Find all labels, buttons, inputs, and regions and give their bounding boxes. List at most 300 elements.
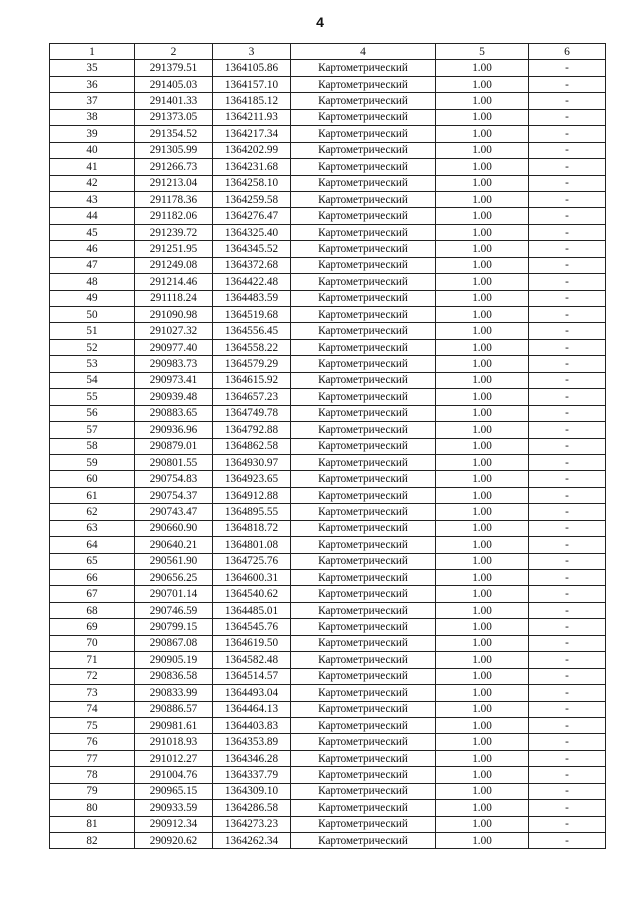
x-coordinate-cell: 290743.47	[135, 504, 213, 520]
accuracy-cell: 1.00	[436, 570, 529, 586]
method-cell: Картометрический	[291, 520, 436, 536]
accuracy-cell: 1.00	[436, 767, 529, 783]
accuracy-cell: 1.00	[436, 290, 529, 306]
y-coordinate-cell: 1364262.34	[213, 833, 291, 849]
x-coordinate-cell: 291266.73	[135, 159, 213, 175]
table-row	[50, 767, 606, 783]
table-row	[50, 668, 606, 684]
method-cell: Картометрический	[291, 504, 436, 520]
accuracy-cell: 1.00	[436, 800, 529, 816]
table-row	[50, 93, 606, 109]
point-number-cell: 37	[50, 93, 135, 109]
description-cell: -	[529, 767, 606, 783]
accuracy-cell: 1.00	[436, 471, 529, 487]
x-coordinate-cell: 290905.19	[135, 652, 213, 668]
point-number-cell: 73	[50, 685, 135, 701]
accuracy-cell: 1.00	[436, 816, 529, 832]
table-row	[50, 339, 606, 355]
table-row	[50, 142, 606, 158]
x-coordinate-cell: 290936.96	[135, 422, 213, 438]
table-row	[50, 323, 606, 339]
description-cell: -	[529, 438, 606, 454]
point-number-cell: 45	[50, 224, 135, 240]
description-cell: -	[529, 339, 606, 355]
point-number-cell: 57	[50, 422, 135, 438]
description-cell: -	[529, 307, 606, 323]
method-cell: Картометрический	[291, 159, 436, 175]
table-row	[50, 159, 606, 175]
x-coordinate-cell: 290977.40	[135, 339, 213, 355]
point-number-cell: 62	[50, 504, 135, 520]
x-coordinate-cell: 291405.03	[135, 76, 213, 92]
point-number-cell: 50	[50, 307, 135, 323]
accuracy-cell: 1.00	[436, 701, 529, 717]
accuracy-cell: 1.00	[436, 339, 529, 355]
table-row	[50, 422, 606, 438]
y-coordinate-cell: 1364818.72	[213, 520, 291, 536]
y-coordinate-cell: 1364556.45	[213, 323, 291, 339]
table-row	[50, 109, 606, 125]
method-cell: Картометрический	[291, 635, 436, 651]
header-cell-5: 5	[436, 44, 529, 60]
point-number-cell: 77	[50, 750, 135, 766]
point-number-cell: 61	[50, 487, 135, 503]
point-number-cell: 54	[50, 372, 135, 388]
point-number-cell: 76	[50, 734, 135, 750]
table-row	[50, 60, 606, 76]
method-cell: Картометрический	[291, 175, 436, 191]
method-cell: Картометрический	[291, 290, 436, 306]
table-row	[50, 454, 606, 470]
y-coordinate-cell: 1364422.48	[213, 274, 291, 290]
table-row	[50, 619, 606, 635]
x-coordinate-cell: 290867.08	[135, 635, 213, 651]
method-cell: Картометрический	[291, 471, 436, 487]
description-cell: -	[529, 734, 606, 750]
description-cell: -	[529, 405, 606, 421]
accuracy-cell: 1.00	[436, 685, 529, 701]
y-coordinate-cell: 1364105.86	[213, 60, 291, 76]
point-number-cell: 58	[50, 438, 135, 454]
coordinates-table	[49, 43, 606, 849]
y-coordinate-cell: 1364600.31	[213, 570, 291, 586]
method-cell: Картометрический	[291, 487, 436, 503]
accuracy-cell: 1.00	[436, 126, 529, 142]
x-coordinate-cell: 290746.59	[135, 602, 213, 618]
method-cell: Картометрический	[291, 800, 436, 816]
accuracy-cell: 1.00	[436, 159, 529, 175]
description-cell: -	[529, 126, 606, 142]
method-cell: Картометрический	[291, 701, 436, 717]
page-number: 4	[316, 14, 324, 30]
description-cell: -	[529, 504, 606, 520]
y-coordinate-cell: 1364372.68	[213, 257, 291, 273]
x-coordinate-cell: 290965.15	[135, 783, 213, 799]
header-cell-1: 1	[50, 44, 135, 60]
table-row	[50, 717, 606, 733]
accuracy-cell: 1.00	[436, 389, 529, 405]
y-coordinate-cell: 1364895.55	[213, 504, 291, 520]
table-row	[50, 553, 606, 569]
table-row	[50, 685, 606, 701]
description-cell: -	[529, 142, 606, 158]
y-coordinate-cell: 1364231.68	[213, 159, 291, 175]
x-coordinate-cell: 291249.08	[135, 257, 213, 273]
accuracy-cell: 1.00	[436, 60, 529, 76]
y-coordinate-cell: 1364493.04	[213, 685, 291, 701]
table-row	[50, 537, 606, 553]
y-coordinate-cell: 1364259.58	[213, 191, 291, 207]
y-coordinate-cell: 1364325.40	[213, 224, 291, 240]
table-row	[50, 307, 606, 323]
x-coordinate-cell: 290561.90	[135, 553, 213, 569]
description-cell: -	[529, 619, 606, 635]
y-coordinate-cell: 1364558.22	[213, 339, 291, 355]
description-cell: -	[529, 389, 606, 405]
table-row	[50, 389, 606, 405]
description-cell: -	[529, 241, 606, 257]
x-coordinate-cell: 290799.15	[135, 619, 213, 635]
description-cell: -	[529, 323, 606, 339]
accuracy-cell: 1.00	[436, 619, 529, 635]
y-coordinate-cell: 1364345.52	[213, 241, 291, 257]
y-coordinate-cell: 1364211.93	[213, 109, 291, 125]
accuracy-cell: 1.00	[436, 208, 529, 224]
point-number-cell: 74	[50, 701, 135, 717]
method-cell: Картометрический	[291, 619, 436, 635]
table-row	[50, 586, 606, 602]
point-number-cell: 70	[50, 635, 135, 651]
method-cell: Картометрический	[291, 339, 436, 355]
table-row	[50, 635, 606, 651]
method-cell: Картометрический	[291, 224, 436, 240]
point-number-cell: 78	[50, 767, 135, 783]
method-cell: Картометрический	[291, 454, 436, 470]
x-coordinate-cell: 290640.21	[135, 537, 213, 553]
accuracy-cell: 1.00	[436, 224, 529, 240]
y-coordinate-cell: 1364276.47	[213, 208, 291, 224]
description-cell: -	[529, 175, 606, 191]
point-number-cell: 80	[50, 800, 135, 816]
accuracy-cell: 1.00	[436, 356, 529, 372]
x-coordinate-cell: 290883.65	[135, 405, 213, 421]
table-row	[50, 652, 606, 668]
method-cell: Картометрический	[291, 76, 436, 92]
accuracy-cell: 1.00	[436, 504, 529, 520]
accuracy-cell: 1.00	[436, 142, 529, 158]
description-cell: -	[529, 652, 606, 668]
description-cell: -	[529, 685, 606, 701]
accuracy-cell: 1.00	[436, 668, 529, 684]
description-cell: -	[529, 454, 606, 470]
accuracy-cell: 1.00	[436, 405, 529, 421]
y-coordinate-cell: 1364286.58	[213, 800, 291, 816]
method-cell: Картометрический	[291, 767, 436, 783]
x-coordinate-cell: 290973.41	[135, 372, 213, 388]
table-row	[50, 356, 606, 372]
x-coordinate-cell: 290801.55	[135, 454, 213, 470]
accuracy-cell: 1.00	[436, 586, 529, 602]
description-cell: -	[529, 800, 606, 816]
y-coordinate-cell: 1364545.76	[213, 619, 291, 635]
point-number-cell: 44	[50, 208, 135, 224]
y-coordinate-cell: 1364185.12	[213, 93, 291, 109]
method-cell: Картометрический	[291, 750, 436, 766]
accuracy-cell: 1.00	[436, 734, 529, 750]
y-coordinate-cell: 1364258.10	[213, 175, 291, 191]
y-coordinate-cell: 1364749.78	[213, 405, 291, 421]
description-cell: -	[529, 783, 606, 799]
y-coordinate-cell: 1364337.79	[213, 767, 291, 783]
description-cell: -	[529, 290, 606, 306]
x-coordinate-cell: 290983.73	[135, 356, 213, 372]
description-cell: -	[529, 570, 606, 586]
point-number-cell: 41	[50, 159, 135, 175]
table-row	[50, 833, 606, 849]
accuracy-cell: 1.00	[436, 635, 529, 651]
header-cell-3: 3	[213, 44, 291, 60]
x-coordinate-cell: 291354.52	[135, 126, 213, 142]
table-row	[50, 750, 606, 766]
point-number-cell: 64	[50, 537, 135, 553]
x-coordinate-cell: 291018.93	[135, 734, 213, 750]
description-cell: -	[529, 750, 606, 766]
y-coordinate-cell: 1364725.76	[213, 553, 291, 569]
table-row	[50, 816, 606, 832]
table-row	[50, 734, 606, 750]
description-cell: -	[529, 191, 606, 207]
accuracy-cell: 1.00	[436, 109, 529, 125]
table-body	[50, 60, 606, 849]
table-row	[50, 257, 606, 273]
description-cell: -	[529, 586, 606, 602]
point-number-cell: 49	[50, 290, 135, 306]
method-cell: Картометрический	[291, 668, 436, 684]
x-coordinate-cell: 290912.34	[135, 816, 213, 832]
method-cell: Картометрический	[291, 734, 436, 750]
table-row	[50, 520, 606, 536]
description-cell: -	[529, 208, 606, 224]
point-number-cell: 52	[50, 339, 135, 355]
method-cell: Картометрический	[291, 438, 436, 454]
x-coordinate-cell: 290754.37	[135, 487, 213, 503]
accuracy-cell: 1.00	[436, 372, 529, 388]
method-cell: Картометрический	[291, 586, 436, 602]
y-coordinate-cell: 1364540.62	[213, 586, 291, 602]
accuracy-cell: 1.00	[436, 553, 529, 569]
description-cell: -	[529, 833, 606, 849]
table-row	[50, 372, 606, 388]
description-cell: -	[529, 701, 606, 717]
table-row	[50, 471, 606, 487]
x-coordinate-cell: 291214.46	[135, 274, 213, 290]
point-number-cell: 60	[50, 471, 135, 487]
description-cell: -	[529, 553, 606, 569]
description-cell: -	[529, 520, 606, 536]
point-number-cell: 63	[50, 520, 135, 536]
point-number-cell: 53	[50, 356, 135, 372]
x-coordinate-cell: 291090.98	[135, 307, 213, 323]
point-number-cell: 71	[50, 652, 135, 668]
description-cell: -	[529, 274, 606, 290]
method-cell: Картометрический	[291, 389, 436, 405]
accuracy-cell: 1.00	[436, 454, 529, 470]
method-cell: Картометрический	[291, 191, 436, 207]
x-coordinate-cell: 290836.58	[135, 668, 213, 684]
x-coordinate-cell: 291118.24	[135, 290, 213, 306]
method-cell: Картометрический	[291, 422, 436, 438]
y-coordinate-cell: 1364619.50	[213, 635, 291, 651]
point-number-cell: 39	[50, 126, 135, 142]
x-coordinate-cell: 290920.62	[135, 833, 213, 849]
point-number-cell: 47	[50, 257, 135, 273]
description-cell: -	[529, 471, 606, 487]
table-row	[50, 175, 606, 191]
table-row	[50, 76, 606, 92]
accuracy-cell: 1.00	[436, 191, 529, 207]
y-coordinate-cell: 1364930.97	[213, 454, 291, 470]
x-coordinate-cell: 291012.27	[135, 750, 213, 766]
accuracy-cell: 1.00	[436, 520, 529, 536]
accuracy-cell: 1.00	[436, 833, 529, 849]
table-row	[50, 274, 606, 290]
point-number-cell: 81	[50, 816, 135, 832]
method-cell: Картометрический	[291, 241, 436, 257]
description-cell: -	[529, 602, 606, 618]
y-coordinate-cell: 1364217.34	[213, 126, 291, 142]
method-cell: Картометрический	[291, 816, 436, 832]
accuracy-cell: 1.00	[436, 93, 529, 109]
accuracy-cell: 1.00	[436, 175, 529, 191]
accuracy-cell: 1.00	[436, 438, 529, 454]
description-cell: -	[529, 159, 606, 175]
description-cell: -	[529, 717, 606, 733]
header-cell-6: 6	[529, 44, 606, 60]
y-coordinate-cell: 1364353.89	[213, 734, 291, 750]
description-cell: -	[529, 372, 606, 388]
y-coordinate-cell: 1364157.10	[213, 76, 291, 92]
x-coordinate-cell: 291004.76	[135, 767, 213, 783]
y-coordinate-cell: 1364579.29	[213, 356, 291, 372]
method-cell: Картометрический	[291, 257, 436, 273]
x-coordinate-cell: 290939.48	[135, 389, 213, 405]
point-number-cell: 36	[50, 76, 135, 92]
method-cell: Картометрический	[291, 570, 436, 586]
header-cell-2: 2	[135, 44, 213, 60]
table-row	[50, 602, 606, 618]
x-coordinate-cell: 290981.61	[135, 717, 213, 733]
point-number-cell: 66	[50, 570, 135, 586]
table-row	[50, 224, 606, 240]
x-coordinate-cell: 290879.01	[135, 438, 213, 454]
y-coordinate-cell: 1364464.13	[213, 701, 291, 717]
method-cell: Картометрический	[291, 356, 436, 372]
method-cell: Картометрический	[291, 717, 436, 733]
method-cell: Картометрический	[291, 553, 436, 569]
description-cell: -	[529, 76, 606, 92]
x-coordinate-cell: 291379.51	[135, 60, 213, 76]
description-cell: -	[529, 93, 606, 109]
point-number-cell: 46	[50, 241, 135, 257]
accuracy-cell: 1.00	[436, 602, 529, 618]
x-coordinate-cell: 291305.99	[135, 142, 213, 158]
accuracy-cell: 1.00	[436, 652, 529, 668]
point-number-cell: 48	[50, 274, 135, 290]
method-cell: Картометрический	[291, 323, 436, 339]
table-row	[50, 241, 606, 257]
table-header	[50, 44, 606, 60]
y-coordinate-cell: 1364519.68	[213, 307, 291, 323]
point-number-cell: 67	[50, 586, 135, 602]
accuracy-cell: 1.00	[436, 783, 529, 799]
x-coordinate-cell: 290754.83	[135, 471, 213, 487]
table-row	[50, 800, 606, 816]
accuracy-cell: 1.00	[436, 323, 529, 339]
table-row	[50, 783, 606, 799]
description-cell: -	[529, 60, 606, 76]
x-coordinate-cell: 290833.99	[135, 685, 213, 701]
point-number-cell: 35	[50, 60, 135, 76]
method-cell: Картометрический	[291, 372, 436, 388]
description-cell: -	[529, 816, 606, 832]
method-cell: Картометрический	[291, 142, 436, 158]
point-number-cell: 56	[50, 405, 135, 421]
y-coordinate-cell: 1364792.88	[213, 422, 291, 438]
y-coordinate-cell: 1364923.65	[213, 471, 291, 487]
table-row	[50, 438, 606, 454]
accuracy-cell: 1.00	[436, 487, 529, 503]
x-coordinate-cell: 291401.33	[135, 93, 213, 109]
method-cell: Картометрический	[291, 307, 436, 323]
table-row	[50, 487, 606, 503]
table-row	[50, 570, 606, 586]
table-row	[50, 405, 606, 421]
point-number-cell: 59	[50, 454, 135, 470]
point-number-cell: 72	[50, 668, 135, 684]
method-cell: Картометрический	[291, 274, 436, 290]
y-coordinate-cell: 1364912.88	[213, 487, 291, 503]
table-row	[50, 701, 606, 717]
method-cell: Картометрический	[291, 109, 436, 125]
x-coordinate-cell: 290656.25	[135, 570, 213, 586]
accuracy-cell: 1.00	[436, 717, 529, 733]
x-coordinate-cell: 291178.36	[135, 191, 213, 207]
x-coordinate-cell: 291182.06	[135, 208, 213, 224]
description-cell: -	[529, 635, 606, 651]
accuracy-cell: 1.00	[436, 750, 529, 766]
header-row	[50, 44, 606, 60]
x-coordinate-cell: 290933.59	[135, 800, 213, 816]
method-cell: Картометрический	[291, 833, 436, 849]
x-coordinate-cell: 290660.90	[135, 520, 213, 536]
accuracy-cell: 1.00	[436, 241, 529, 257]
point-number-cell: 42	[50, 175, 135, 191]
table-row	[50, 208, 606, 224]
y-coordinate-cell: 1364202.99	[213, 142, 291, 158]
method-cell: Картометрический	[291, 60, 436, 76]
accuracy-cell: 1.00	[436, 422, 529, 438]
y-coordinate-cell: 1364403.83	[213, 717, 291, 733]
x-coordinate-cell: 290886.57	[135, 701, 213, 717]
y-coordinate-cell: 1364483.59	[213, 290, 291, 306]
description-cell: -	[529, 257, 606, 273]
point-number-cell: 75	[50, 717, 135, 733]
description-cell: -	[529, 668, 606, 684]
y-coordinate-cell: 1364514.57	[213, 668, 291, 684]
table-row	[50, 191, 606, 207]
point-number-cell: 65	[50, 553, 135, 569]
point-number-cell: 69	[50, 619, 135, 635]
